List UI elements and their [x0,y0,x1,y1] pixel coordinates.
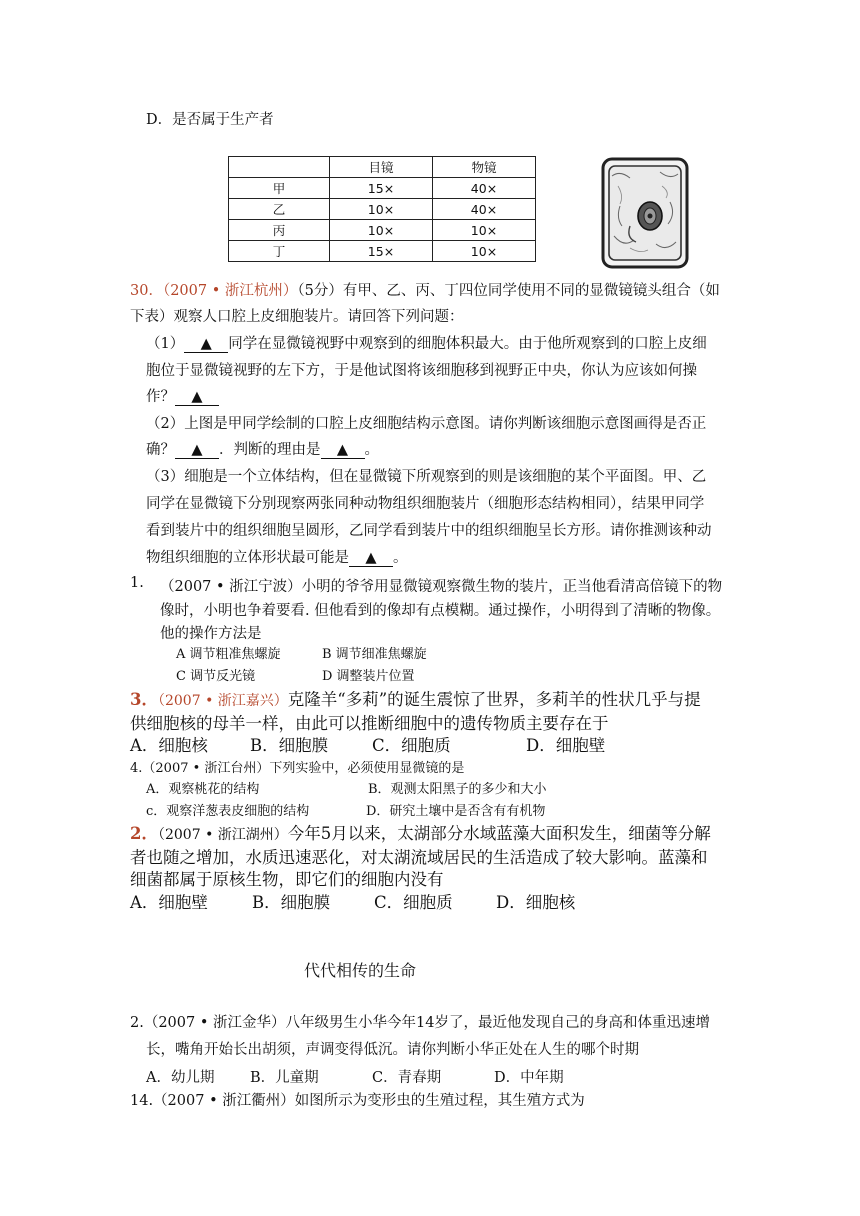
table-header-cell: 目镜 [330,157,433,178]
q30-part1-line3 [146,385,219,406]
q2a-line2: 者也随之增加，水质迅速恶化，对太湖流域居民的生活造成了较大影响。蓝藻和 [130,848,708,867]
option-b: B．细胞膜 [252,893,331,912]
table-cell: 40× [433,178,536,199]
option-d: D 调整装片位置 [322,669,415,684]
question-text: 今年5月以来，太湖部分水域蓝藻大面积发生，细菌等分解 [287,824,711,843]
q2b-line2: 长，嘴角开始长出胡须，声调变得低沉。请你判断小华正处在人生的哪个时期 [146,1042,639,1058]
q30-part3-line1: （3）细胞是一个立体结构，但在显微镜下所观察到的则是该细胞的某个平面图。甲、乙 [146,469,707,485]
table-row [229,220,536,241]
q30-part3-line2: 同学在显微镜下分别现察两张同种动物组织细胞装片（细胞形态结构相同），结果甲同学 [146,496,705,512]
q30-part1-line2: 胞位于显微镜视野的左下方，于是他试图将该细胞移到视野正中央，你认为应该如何操 [146,363,697,379]
table-cell: 10× [433,220,536,241]
q30-part2-line2 [146,438,379,459]
option-a: A 调节粗准焦螺旋 [176,647,281,662]
answer-blank[interactable]: ▲ [349,551,393,567]
q30-line1 [130,279,720,300]
part-text: 。 [364,442,379,458]
part-text: ．判断的理由是 [219,442,321,458]
part-text: 物组织细胞的立体形状最可能是 [146,550,349,566]
microscope-lens-table [228,156,536,262]
cheek-cell-diagram [600,156,690,270]
table-cell: 甲 [229,178,330,199]
q4-line1: 4.（2007 • 浙江台州）下列实验中，必须使用显微镜的是 [130,761,465,776]
q3-line1 [130,686,701,710]
table-cell: 乙 [229,199,330,220]
option-b: B．观测太阳黑子的多少和大小 [368,782,547,797]
q2a-line3: 细菌都属于原核生物，即它们的细胞内没有 [130,870,444,889]
option-d: D．研究土壤中是否含有有机物 [366,804,546,819]
part-text: 。 [393,550,408,566]
table-cell: 10× [330,220,433,241]
part-label: （1） [146,336,185,352]
table-header-row [229,157,536,178]
part-text: 同学在显微镜视野中观察到的细胞体积最大。由于他所观察到的口腔上皮细 [228,336,707,352]
option-b: B．细胞膜 [250,736,329,755]
table-cell: 40× [433,199,536,220]
option-c: C．青春期 [372,1070,442,1086]
q1-number: 1. [130,575,144,591]
option-a: A．幼儿期 [146,1070,215,1086]
section-title: 代代相传的生命 [304,961,417,980]
answer-blank[interactable]: ▲ [184,337,228,353]
table-row [229,178,536,199]
answer-blank[interactable]: ▲ [175,443,219,459]
table-cell: 10× [433,241,536,262]
q2a-line1 [130,820,711,844]
question-text: （5分）有甲、乙、丙、丁四位同学使用不同的显微镜镜头组合（如 [297,283,720,299]
q1-line1: （2007 • 浙江宁波）小明的爷爷用显微镜观察微生物的装片，正当他看清高倍镜下的物 [160,579,723,595]
q30-part2-line1: （2）上图是甲同学绘制的口腔上皮细胞结构示意图。请你判断该细胞示意图画得是否正 [146,416,707,432]
option-b: B 调节细准焦螺旋 [322,647,427,662]
question-number: 2． [130,824,158,843]
table-cell: 丙 [229,220,330,241]
option-a: A．观察桃花的结构 [146,782,260,797]
part-text: 确？ [146,442,175,458]
question-source: （2007 • 浙江嘉兴） [157,693,288,709]
table-cell: 10× [330,199,433,220]
option-d: D．细胞核 [496,893,576,912]
table-cell: 15× [330,241,433,262]
q30-part3-line4 [146,546,408,567]
question-text: 克隆羊“多莉”的诞生震惊了世界，多莉羊的性状几乎与提 [287,690,701,709]
table-cell: 丁 [229,241,330,262]
table-cell: 15× [330,178,433,199]
answer-blank[interactable]: ▲ [321,443,365,459]
q30-line2: 下表）观察人口腔上皮细胞装片。请回答下列问题： [130,309,464,325]
q2b-line1: 2.（2007 • 浙江金华）八年级男生小华今年14岁了，最近他发现自己的身高和体重迅速增 [130,1015,710,1031]
question-number: 30． [130,283,163,299]
table-row [229,241,536,262]
option-b: B．儿童期 [250,1070,319,1086]
question-source: （2007 • 浙江杭州） [162,283,298,299]
table-row [229,199,536,220]
option-c: C．细胞质 [372,736,451,755]
option-c: C 调节反光镜 [176,669,256,684]
question-source: （2007 • 浙江湖州） [157,827,288,843]
table-header-cell [229,157,330,178]
answer-blank[interactable]: ▲ [175,390,219,406]
option-a: A．细胞壁 [130,893,208,912]
q30-part1-line1 [146,332,707,353]
table-header-cell: 物镜 [433,157,536,178]
option-d: D．中年期 [494,1070,564,1086]
question-number: 3． [130,690,158,709]
option-d-text: D．是否属于生产者 [146,112,274,128]
option-d: D．细胞壁 [526,736,606,755]
q3-line2: 供细胞核的母羊一样，由此可以推断细胞中的遗传物质主要存在于 [130,714,609,733]
option-a: A．细胞核 [130,736,208,755]
part-text: 作？ [146,389,175,405]
q1-line2: 像时，小明也争着要看. 但他看到的像却有点模糊。通过操作，小明得到了清晰的物像。 [160,603,721,619]
option-c: c．观察洋葱表皮细胞的结构 [146,804,310,819]
option-c: C．细胞质 [374,893,453,912]
q1-line3: 他的操作方法是 [160,626,262,642]
q30-part3-line3: 看到装片中的组织细胞呈圆形，乙同学看到装片中的组织细胞呈长方形。请你推测该种动 [146,523,712,539]
q14-line1: 14.（2007 • 浙江衢州）如图所示为变形虫的生殖过程，其生殖方式为 [130,1093,585,1109]
